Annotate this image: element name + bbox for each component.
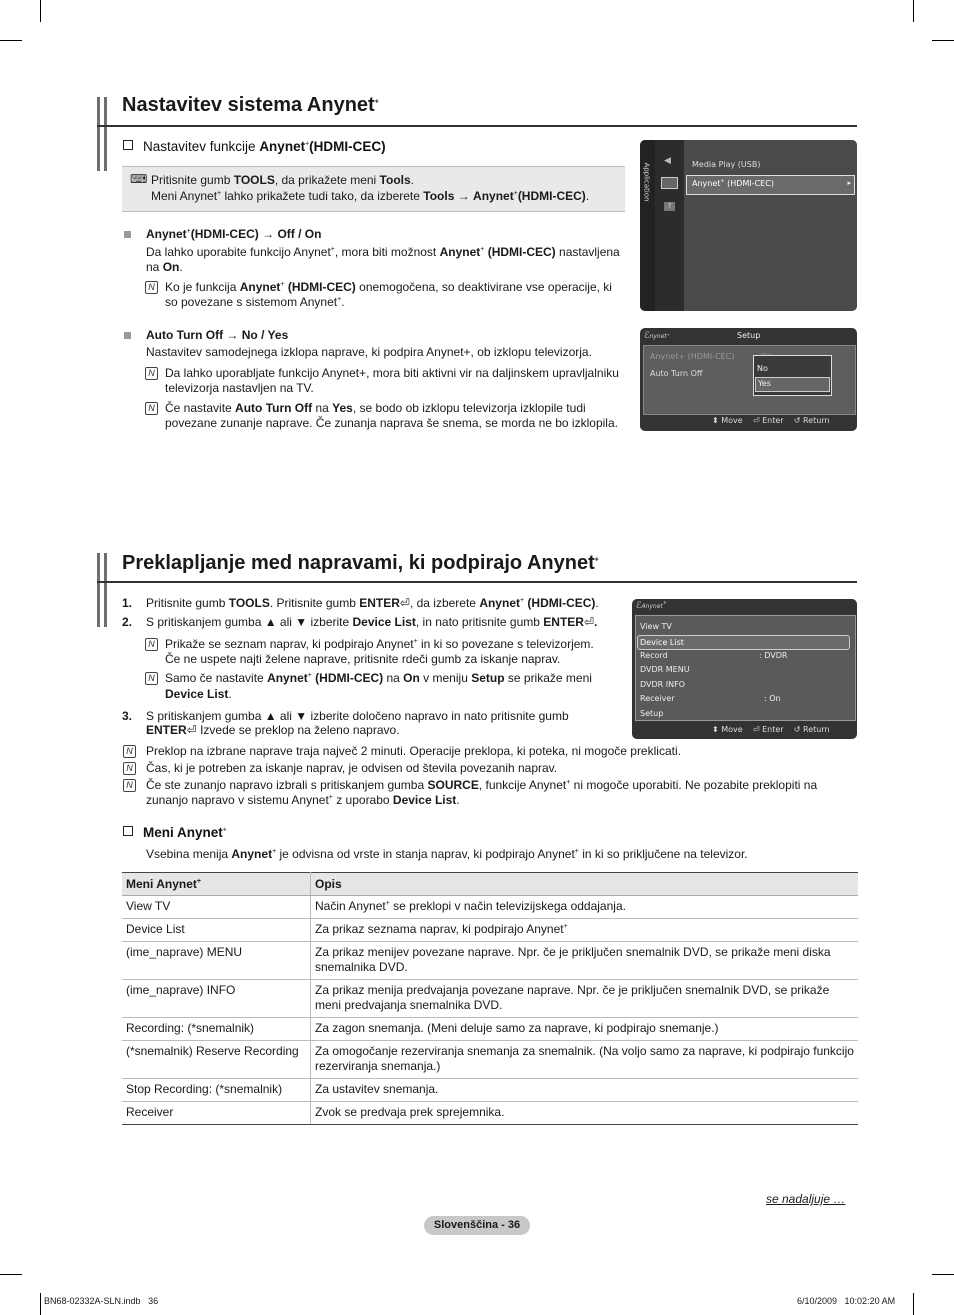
anynet-logo: ℰnynet⁺ [644,331,670,341]
tv-application-menu [640,140,857,311]
step-text: S pritiskanjem gumba ▲ ali ▼ izberite določeno napravo in nato pritisnite gumb [146,709,569,723]
table-cell-description: Za prikaz seznama naprav, ki podpirajo Anynet+ [311,919,859,942]
note-text: so povezane s sistemom Anynet+. [165,295,345,309]
table-cell-menu: Receiver [122,1102,311,1125]
table-row [122,919,858,942]
section-rule [97,125,857,127]
table-cell-menu: Stop Recording: (*snemalnik) [122,1079,311,1102]
note-icon: N [145,638,158,651]
note-text: televizorja nastavljen na TV. [165,381,314,395]
note-icon: N [145,367,158,380]
item-text: na On. [146,260,183,274]
section-title: Nastavitev sistema Anynet+ [122,94,379,116]
note-icon: N [123,762,136,775]
table-cell-menu: View TV [122,896,311,919]
tools-tip-box [122,166,625,212]
description-text: se preklopi v način televizijskega oddajanja. [389,899,626,913]
table-row [122,896,858,919]
note-text: Če nastavite Auto Turn Off na Yes, se bodo ob izklopu televizorja izklopile tudi [165,401,586,415]
description-text: Zvok se predvaja prek sprejemnika. [315,1105,505,1119]
note-text: Preklop na izbrane naprave traja največ 2 minuti. Operacije preklopa, ki poteka, ni mogoče preklicati. [146,744,681,758]
continued-note: se nadaljuje … [766,1192,846,1206]
table-row [122,1018,858,1041]
tv-menu-value: : On [764,694,781,703]
tv-nav-bar: ⬍ Move ⏎ Enter ↺ Return [712,725,830,734]
tv-menu-item[interactable]: View TV [640,622,672,631]
table-cell-menu: (*snemalnik) Reserve Recording [122,1041,311,1079]
enter-icon: ⏎ [752,416,760,425]
section-bar [97,97,100,171]
description-text: Za zagon snemanja. (Meni deluje samo za naprave, ki podpirajo snemanje.) [315,1021,719,1035]
table-cell-description [311,1041,859,1079]
return-icon: ↺ [793,725,801,734]
note-icon: N [145,672,158,685]
crop-mark [913,0,914,22]
anynet-logo: ℰAnynet+ [636,600,667,611]
step-number: 2. [122,615,133,629]
section-bar [97,553,100,627]
note-text: Da lahko uporabljate funkcijo Anynet+, mora biti aktivni vir na daljinskem upravljalniku [165,366,619,380]
table-cell-description: Način Anynet+ se preklopi v način televizijskega oddajanja. [311,896,859,919]
description-text: Za prikaz menija predvajanja povezane naprave. Npr. če je priključen snemalnik DVD, se prikaže meni predvajanja snemalnika DVD. [315,983,830,1012]
table-cell-description [311,1102,859,1125]
description-text: Za prikaz seznama naprav, ki podpirajo Anynet [315,922,564,936]
table-cell-description [311,1018,859,1041]
table-cell-menu: (ime_naprave) MENU [122,942,311,980]
tv-row-label: Auto Turn Off [650,369,703,378]
anynet-menu-table [122,872,858,1125]
note-text: Samo če nastavite Anynet+ (HDMI-CEC) na On v meniju Setup se prikaže meni [165,671,592,685]
checkbox-bullet-icon [123,826,133,836]
tv-speaker-icon: ◀ [664,156,671,166]
enter-icon: ⏎ [399,596,410,610]
section-bar [104,553,107,627]
table-row [122,980,858,1018]
tv-option-label: Yes [758,379,771,388]
item-text: Nastavitev samodejnega izklopa naprave, ki podpira Anynet+, ob izklopu televizorja. [146,345,592,359]
enter-icon: ⏎ [186,723,197,737]
tools-tip-line1: Pritisnite gumb TOOLS, da prikažete meni Tools. [151,173,414,187]
tv-setup-menu [640,328,857,431]
crop-mark [40,0,41,22]
note-text: Če ste zunanjo napravo izbrali s pritiskanjem gumba SOURCE, funkcije Anynet+ ni mogoče uporabiti. Ne pozabite preklopiti na [146,778,818,792]
table-cell-description [311,942,859,980]
remote-icon: ⌨ [130,172,148,186]
table-row [122,942,858,980]
checkbox-bullet-icon [123,140,133,150]
crop-mark [0,40,22,41]
footer-date: 6/10/2009 10:02:20 AM [797,1296,896,1306]
note-text: povezane zunanje naprave. Če zunanja naprava še snema, se morda ne bo izklopila. [165,416,618,430]
tv-help-icon: ? [664,202,675,211]
section-title: Preklapljanje med napravami, ki podpirajo Anynet+ [122,552,599,574]
note-text: Če ne uspete najti želene naprave, pritisnite rdeči gumb za iskanje naprav. [165,652,561,666]
tv-anynet-menu [632,599,857,739]
tv-menu-item[interactable]: Receiver [640,694,675,703]
table-cell-menu: Recording: (*snemalnik) [122,1018,311,1041]
note-text: Device List. [165,687,232,701]
table-cell-description [311,980,859,1018]
description-text: Za omogočanje rezerviranja snemanja za snemalnik. (Na voljo samo za naprave, ki podpirajo funkcijo rezerviranja snemanja.) [315,1044,854,1073]
tv-side-label: Application [642,162,651,202]
item-text: Da lahko uporabite funkcijo Anynet+, mora biti možnost Anynet+ (HDMI-CEC) nastavljena [146,245,620,259]
tv-row-label: Anynet+ (HDMI-CEC) [650,352,735,361]
tv-app-icon [661,177,678,189]
tv-header: Setup [737,331,761,340]
section-bar [104,97,107,171]
tv-option-selected[interactable] [755,377,830,392]
description-text: Za ustavitev snemanja. [315,1082,439,1096]
tv-nav-bar: ⬍ Move ⏎ Enter ↺ Return [712,416,830,425]
crop-mark [0,1274,22,1275]
table-row [122,1079,858,1102]
subsection-heading: Meni Anynet+ [123,825,227,840]
section-rule [97,581,857,583]
table-header-cell: Opis [311,873,859,896]
tv-option[interactable]: No [757,364,768,373]
subsection-heading: Nastavitev funkcije Anynet+(HDMI-CEC) [123,139,386,154]
note-text: Prikaže se seznam naprav, ki podpirajo Anynet+ in ki so povezane s televizorjem. [165,637,594,651]
step-number: 3. [122,709,133,723]
return-icon: ↺ [793,416,801,425]
updown-icon: ⬍ [712,416,719,425]
square-bullet-icon [124,231,131,238]
step-text: Pritisnite gumb TOOLS. Pritisnite gumb ENTER⏎, da izberete Anynet+ (HDMI-CEC). [146,596,599,610]
tv-arrow-right-icon: ▸ [847,179,851,187]
tools-tip-line2: Meni Anynet+ lahko prikažete tudi tako, da izberete Tools → Anynet+(HDMI-CEC). [151,189,590,203]
tv-menu-item[interactable]: Media Play (USB) [692,160,761,169]
tv-menu-item[interactable]: DVDR INFO [640,680,685,689]
tv-menu-item[interactable]: Record [640,651,668,660]
step-text: S pritiskanjem gumba ▲ ali ▼ izberite Device List, in nato pritisnite gumb ENTER⏎. [146,615,598,629]
description-text: Za prikaz menijev povezane naprave. Npr. če je priključen snemalnik DVD, se prikaže meni diska snemalnika DVD. [315,945,831,974]
table-cell-menu: Device List [122,919,311,942]
table-cell-menu: (ime_naprave) INFO [122,980,311,1018]
note-text: zunanjo napravo v sistemu Anynet+ z uporabo Device List. [146,793,460,807]
tv-menu-item-label: Anynet+ (HDMI-CEC) [692,178,774,188]
tv-dropdown[interactable] [753,355,832,396]
page-number-badge: Slovenščina - 36 [424,1216,530,1235]
step-text: ENTER⏎ Izvede se preklop na želeno napravo. [146,723,400,737]
tv-menu-item[interactable]: Setup [640,709,664,718]
tv-menu-item[interactable]: DVDR MENU [640,665,690,674]
table-row [122,1102,858,1125]
enter-icon: ⏎ [583,615,595,629]
footer-file: BN68-02332A-SLN.indb 36 [44,1296,159,1306]
enter-icon: ⏎ [752,725,760,734]
note-icon: N [123,779,136,792]
tv-menu-item-label: Device List [640,638,684,647]
table-header-row [122,873,858,896]
tv-menu-item-selected[interactable] [637,635,850,650]
table-cell-description [311,1079,859,1102]
table-header-cell: Meni Anynet+ [122,873,311,896]
tv-menu-value: : DVDR [759,651,788,660]
crop-mark [913,1293,914,1315]
note-icon: N [123,745,136,758]
updown-icon: ⬍ [712,725,719,734]
step-number: 1. [122,596,133,610]
tv-menu-item-selected[interactable] [686,175,855,195]
note-text: Ko je funkcija Anynet+ (HDMI-CEC) onemogočena, so deaktivirane vse operacije, ki [165,280,612,294]
note-icon: N [145,281,158,294]
table-row [122,1041,858,1079]
note-text: Čas, ki je potreben za iskanje naprav, je odvisen od števila povezanih naprav. [146,761,558,775]
item-heading: Auto Turn Off → No / Yes [146,328,289,342]
crop-mark [40,1293,41,1315]
description-text: Način Anynet [315,899,386,913]
square-bullet-icon [124,332,131,339]
crop-mark [932,40,954,41]
subsection-text: Vsebina menija Anynet+ je odvisna od vrste in stanja naprav, ki podpirajo Anynet+ in ki so priključene na televizor. [146,847,748,861]
note-icon: N [145,402,158,415]
crop-mark [932,1274,954,1275]
item-heading: Anynet+(HDMI-CEC) → Off / On [146,227,322,241]
